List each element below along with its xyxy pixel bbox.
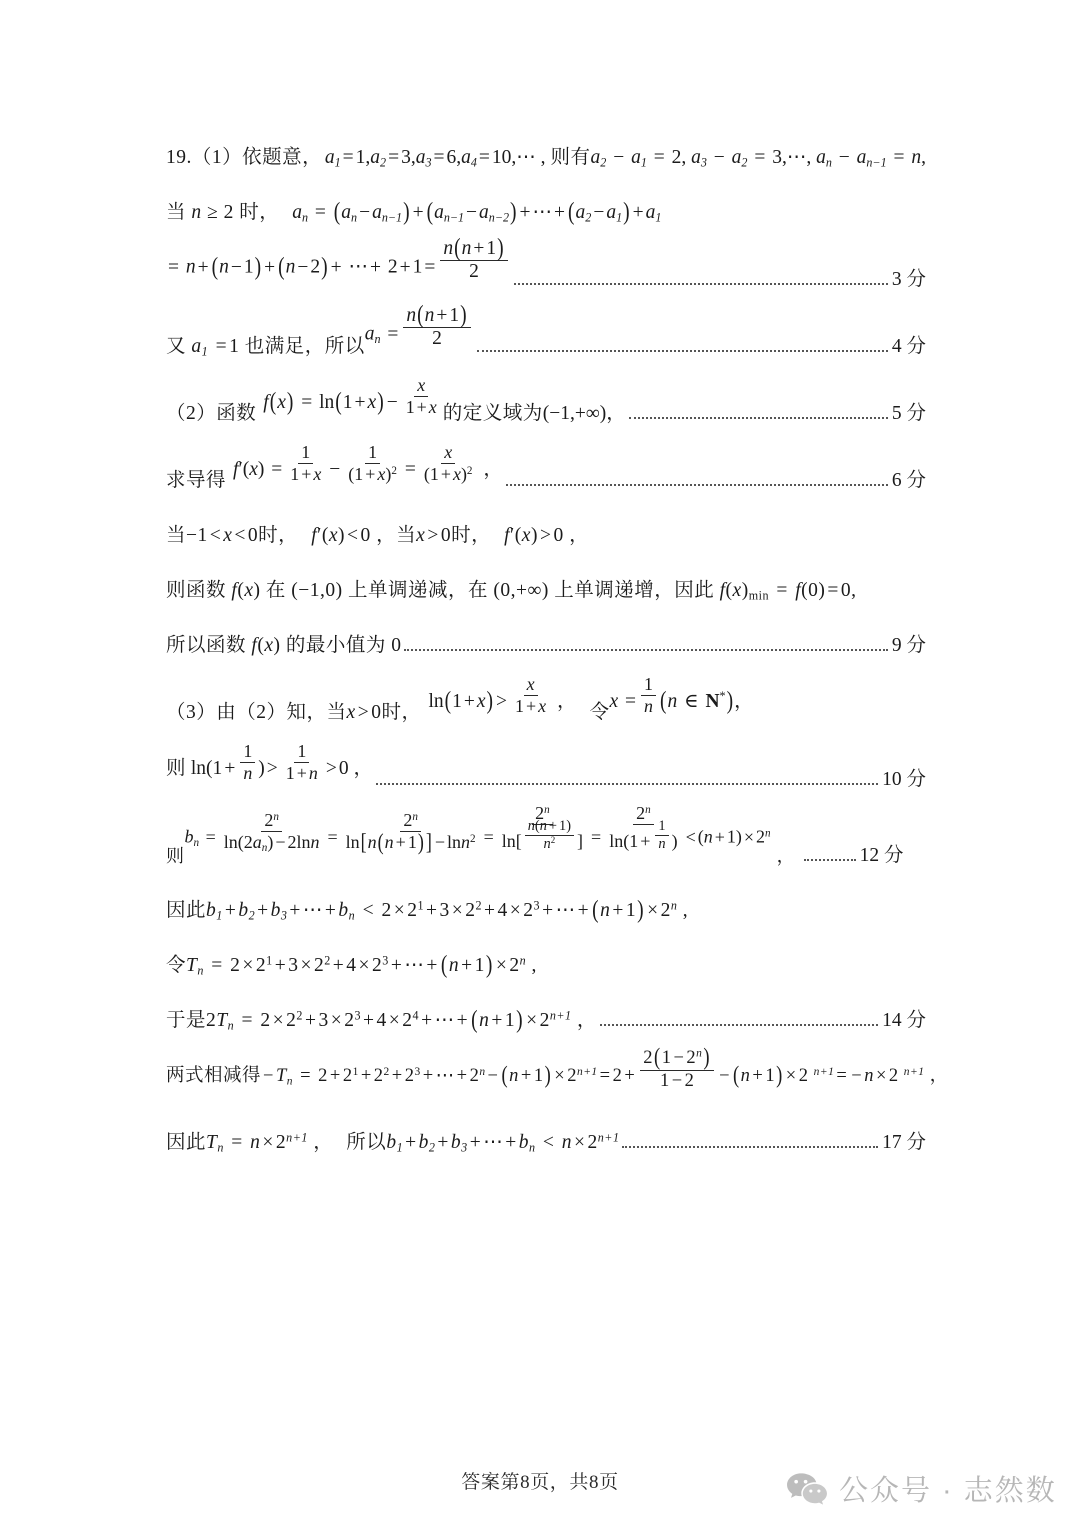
leader-dots: [506, 483, 888, 486]
line-12-expression: $b_n$ = $\frac{2^n}{\ln(2a_n) - 2\ln n}$ = $\frac{2^n}{\ln[n(n + 1) ] - \ln n^2}$ = 2$^n$ ln[ $\frac{n(n + 1)}{n^2}$ ] = 2$^n$ ln(1 + $\frac{1}{n}$ ) < $(n + 1) \times 2^n$: [184, 803, 771, 856]
line-7-text: 当−1 < x < 0时， f′(x) < 0 ，当x > 0时， f′(x) > 0 ，: [166, 524, 590, 546]
line-5-lead: 函数: [216, 402, 257, 424]
answer-line-10: [166, 673, 926, 723]
line-15-text: 于是$2T_n = 2 \times 2^2 + 3 \times 2^3 + 4 \times 2^4$ + ⋯ + $(n + 1) \times 2^{n+1}$ ，: [166, 1006, 597, 1034]
line-17-score: 17 分: [882, 1131, 926, 1153]
answer-body: [166, 134, 949, 1174]
line-10-let: 令: [589, 701, 610, 723]
line-4-lead: 又 $a_1 = 1$ 也满足，所以: [166, 335, 365, 358]
answer-line-4: [166, 301, 926, 358]
answer-line-3: [166, 234, 926, 290]
part-2-label: （2）: [166, 402, 217, 424]
line-11-expression: 则 ln(1 + $\frac{1}{n}$ ) > $\frac{1}{1 + n}$ > 0 ，: [166, 740, 373, 783]
line-13-text: 因此$b_1 + b_2 + b_3$ + ⋯ + $b_n < 2 \times 2^1 + 3 \times 2^2 + 4 \times 2^3$ + ⋯ + $(n + 1) \times 2^n$ ,: [166, 896, 689, 924]
line-8-text: 则函数 f(x) 在 (−1,0) 上单调递减，在 (0,+∞) 上单调递增，因此 $f(x)_{min} = f(0) = 0$,: [166, 579, 857, 602]
answer-line-5: [166, 374, 926, 424]
answer-line-6: [166, 441, 926, 491]
line-6-lead: 求导得: [166, 469, 227, 491]
part-3-label: （3）: [166, 701, 217, 723]
line-3-score: 3 分: [891, 268, 926, 290]
answer-line-15: [166, 997, 926, 1034]
line-17-lead: 因此$T_n = n \times 2^{n+1}$ ， 所以$b_1 + b_2 + b_3$ + ⋯ + $b_n < n \times 2^{n+1}$: [166, 1130, 620, 1155]
line-5-mid: 的定义域为: [442, 402, 543, 424]
leader-dots: [376, 782, 878, 785]
line-12-score: 12 分: [859, 844, 904, 866]
answer-line-11: [166, 740, 926, 790]
line-10-lead: 由（2）知，当x > 0时，: [216, 701, 422, 723]
line-12-lead: 则: [166, 846, 185, 867]
line-4-expression: $a_n$ = $\frac{n(n + 1)}{2}$: [365, 313, 474, 357]
answer-line-2: [166, 189, 926, 226]
line-1-text-b: 则有: [550, 146, 591, 168]
leader-dots: [804, 858, 856, 861]
line-5-score: 5 分: [891, 402, 926, 424]
line-9-text: 所以函数 f(x) 的最小值为 0: [166, 634, 402, 656]
leader-dots: [600, 1023, 878, 1026]
line-1-sequence-values: $a_1 = 1,a_2 = 3,a_3 = 6,a_4$ = 10,⋯ ,: [324, 146, 546, 169]
wechat-logo-icon: [786, 1472, 828, 1506]
line-10-substitution: x = $\frac{1}{n}$ (n ∈ N*)，: [609, 673, 754, 716]
answer-line-8: [166, 567, 926, 601]
answer-line-9: [166, 622, 926, 656]
watermark: [786, 1468, 1057, 1509]
footer-text: 答案第8页，共8页: [461, 1472, 619, 1493]
line-9-score: 9 分: [891, 634, 926, 656]
line-6-expression: f′(x) = $\frac{1}{1 + x}$ − $\frac{1}{(1 + x)^2}$ = $\frac{x}{(1 + x)^2}$ ，: [233, 441, 503, 484]
line-11-score: 10 分: [882, 768, 926, 790]
line-10-expression: ln(1 + x) > $\frac{x}{1 + x}$ ，: [428, 673, 577, 716]
answer-line-7: [166, 512, 926, 546]
leader-dots: [622, 1145, 878, 1148]
line-3-expression: = n + (n − 1) + (n − 2) + ⋯ + 2 + 1 = $\frac{n(n + 1)}{2}$: [166, 246, 511, 290]
line-15-score: 14 分: [882, 1009, 926, 1031]
leader-dots: [477, 349, 888, 352]
answer-line-13: [166, 887, 926, 924]
part-1-label: （1）: [191, 146, 243, 168]
leader-dots: [404, 648, 887, 651]
line-1-differences: $a_2 - a_1 = 2$, $a_3 - a_2$ = 3,⋯, $a_n - a_{n-1} = n$,: [590, 146, 926, 169]
line-5-domain: (−1,+∞)，: [542, 402, 626, 424]
answer-line-14: [166, 942, 926, 979]
leader-dots: [514, 282, 888, 285]
line-14-text: 令$T_n = 2 \times 2^1 + 3 \times 2^2 + 4 \times 2^3$ + ⋯ + $(n + 1) \times 2^n$ ,: [166, 951, 537, 979]
line-2-lead: 当 n ≥ 2 时，: [166, 201, 280, 223]
answer-line-16: [166, 1045, 949, 1098]
leader-dots: [629, 416, 888, 419]
answer-line-1: [166, 134, 926, 168]
answer-line-17: [166, 1119, 926, 1153]
question-number: 19.: [166, 146, 192, 168]
line-5-expression: f(x) = ln(1 + x) − $\frac{x}{1 + x}$: [263, 374, 437, 417]
answer-line-12: 则 $b_n$ = $\frac{2^n}{\ln(2a_n) - 2\ln n}$ = $\frac{2^n}{\ln[n(n + 1) ] - \ln n^2}$ = 2$^n$ ln[ $\frac{n(n + 1)}{n^2}$ ] = 2$^n$ ln(1 + $\frac{1}{n}$ ) < $(n + 1) \times 2^n$ ， 12 分: [166, 803, 904, 867]
line-16-text: 两式相减得 − $T_n = 2 + 2^1 + 2^2 + 2^3$ + ⋯ + $2^n - (n + 1) \times 2^{n+1} = 2$ + $\frac{2(1 - 2^n)}{1 - 2}$ − (n + 1) × 2 $^{n+1}$ = − n × 2 $^{n+1}$ ，: [166, 1045, 949, 1091]
watermark-text: 公众号 · 志然数: [839, 1475, 1057, 1507]
line-4-score: 4 分: [891, 335, 926, 357]
line-1-text-a: 依题意，: [242, 146, 323, 168]
line-6-score: 6 分: [891, 469, 926, 491]
line-2-expression: $a_n = (a_n - a_{n-1}) + (a_{n-1} - a_{n-2})$ + ⋯ + $(a_2 - a_1) + a_1$: [292, 198, 662, 226]
